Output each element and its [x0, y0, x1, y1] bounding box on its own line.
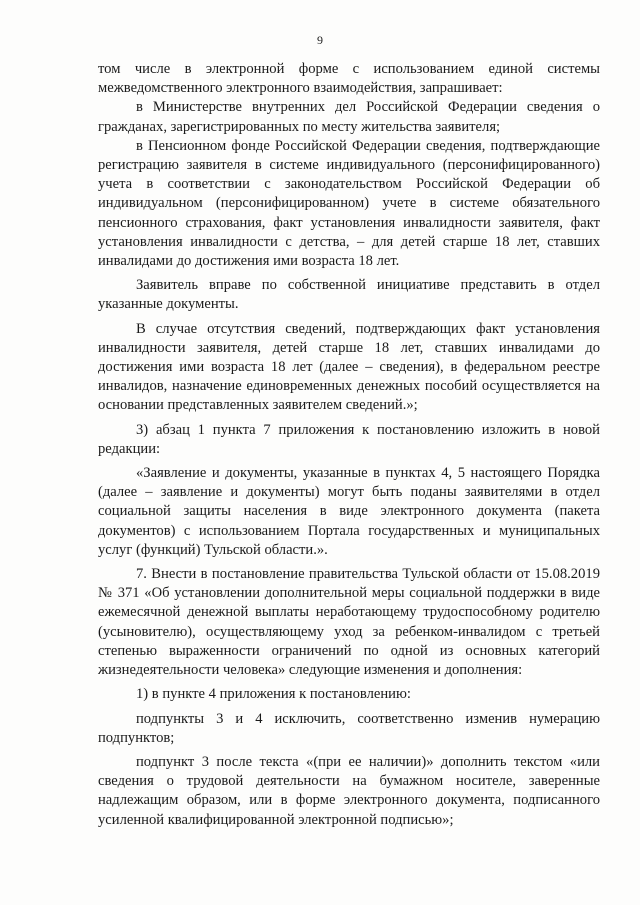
document-body: [98, 60, 600, 830]
paragraph-applicant-right: Заявитель вправе по собственной инициативе представить в отдел указанные документы.: [98, 277, 600, 313]
paragraph-quoted-new-text: «Заявление и документы, указанные в пунктах 4, 5 настоящего Порядка (далее – заявление и документы) могут быть поданы заявителями в отдел социальной защиты населения в виде электронного документа (пакета документов) с использованием Портала государственных и муниципальных услуг (функций) Тульской области.».: [98, 465, 600, 558]
paragraph-subitem-3-addition: подпункт 3 после текста «(при ее наличии)» дополнить текстом «или сведения о трудовой деятельности на бумажном носителе, заверенные надлежащим образом, или в форме электронного документа, подписанного усиленной квалифицированной электронной подписью»;: [98, 753, 600, 828]
page-number: 9: [317, 33, 323, 47]
paragraph-pension-fund: в Пенсионном фонде Российской Федерации сведения, подтверждающие регистрацию заявителя в системе индивидуального (персонифицированного) учета в соответствии с законодательством Российской Федерации об индивидуальном (персонифицированном) учете в системе обязательного пенсионного страхования, факт установления инвалидности заявителя, факт установления инвалидности с детства, – для детей старше 18 лет, ставших инвалидами до достижения ими возраста 18 лет.: [98, 137, 600, 270]
paragraph-subitem-1: 1) в пункте 4 приложения к постановлению:: [136, 686, 411, 703]
paragraph-item-3: 3) абзац 1 пункта 7 приложения к постановлению изложить в новой редакции:: [98, 421, 600, 457]
paragraph-continuation: том числе в электронной форме с использованием единой системы межведомственного электронного взаимодействия, запрашивает:: [98, 61, 600, 97]
paragraph-exclude-subitems: подпункты 3 и 4 исключить, соответственно изменив нумерацию подпунктов;: [98, 710, 600, 746]
paragraph-missing-data: В случае отсутствия сведений, подтверждающих факт установления инвалидности заявителя, детей старше 18 лет, ставших инвалидами до достижения ими возраста 18 лет (далее – сведения), в федеральном реестре инвалидов, назначение единовременных денежных пособий осуществляется на основании представленных заявителем сведений.»;: [98, 320, 600, 414]
paragraph-mvd: в Министерстве внутренних дел Российской Федерации сведения о гражданах, зарегистрированных по месту жительства заявителя;: [98, 99, 600, 135]
paragraph-item-7: 7. Внести в постановление правительства Тульской области от 15.08.2019 № 371 «Об установлении дополнительной меры социальной поддержки в виде ежемесячной денежной выплаты неработающему трудоспособному родителю (усыновителю), осуществляющему уход за ребенком-инвалидом с третьей степенью выраженности ограничений по одной из основных категорий жизнедеятельности человека» следующие изменения и дополнения:: [98, 566, 600, 679]
